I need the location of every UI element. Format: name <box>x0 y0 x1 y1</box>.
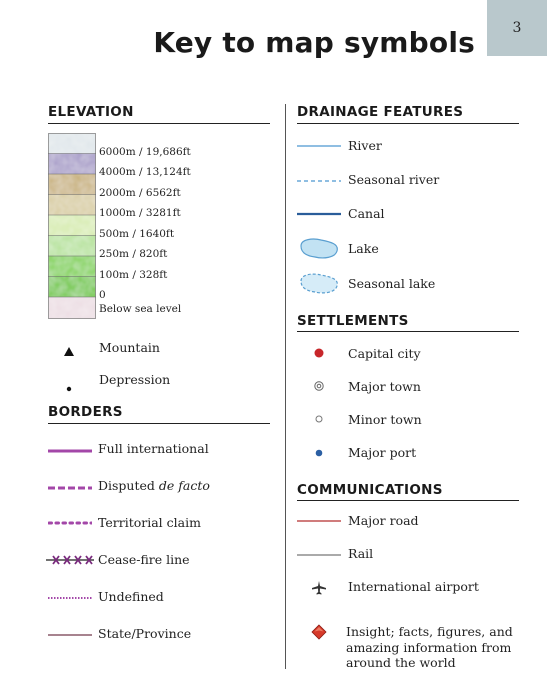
major-port-icon <box>314 448 324 458</box>
major-town-label: Major town <box>348 379 421 394</box>
seasonal-river-label: Seasonal river <box>348 172 440 187</box>
elevation-level-label: Below sea level <box>99 303 182 315</box>
depression-label: Depression <box>99 372 171 387</box>
capital-city-icon <box>313 347 325 359</box>
insight-line-1: Insight; facts, figures, and <box>346 624 513 639</box>
mountain-icon <box>64 341 74 360</box>
lake-label: Lake <box>348 241 379 256</box>
depression-icon <box>66 377 72 396</box>
state-province-border-icon <box>48 628 92 642</box>
elevation-band-0 <box>48 133 96 154</box>
elevation-level-label: 6000m / 19,686ft <box>99 145 191 158</box>
major-town-icon <box>313 380 325 392</box>
elevation-band-6 <box>48 256 96 277</box>
lake-icon <box>297 236 341 262</box>
full-international-label: Full international <box>98 441 209 456</box>
river-icon <box>297 139 341 153</box>
elevation-band-8 <box>48 297 96 319</box>
elevation-band-7 <box>48 277 96 298</box>
insight-line-2: amazing information from <box>346 640 512 655</box>
mountain-label: Mountain <box>99 340 160 355</box>
elevation-rule <box>48 123 270 124</box>
canal-label: Canal <box>348 206 385 221</box>
disputed-label <box>98 478 210 493</box>
major-road-icon <box>297 514 341 528</box>
insight-diamond-icon <box>311 624 327 640</box>
elevation-level-label: 4000m / 13,124ft <box>99 166 191 178</box>
drainage-rule <box>297 123 519 124</box>
territorial-claim-icon <box>48 516 92 530</box>
settlements-heading: SETTLEMENTS <box>297 313 409 329</box>
territorial-claim-label: Territorial claim <box>98 515 201 530</box>
major-road-label: Major road <box>348 513 419 528</box>
river-label: River <box>348 138 382 153</box>
borders-rule <box>48 423 270 424</box>
borders-heading: BORDERS <box>48 404 123 420</box>
settlements-rule <box>297 331 519 332</box>
elevation-level-label: 1000m / 3281ft <box>99 207 181 219</box>
undefined-border-icon <box>48 591 92 605</box>
canal-icon <box>297 207 341 221</box>
rail-icon <box>297 548 341 562</box>
minor-town-label: Minor town <box>348 412 422 427</box>
elevation-band-5 <box>48 236 96 257</box>
international-airport-label: International airport <box>348 579 479 594</box>
rail-label: Rail <box>348 546 374 561</box>
page-title: Key to map symbols <box>153 26 475 59</box>
communications-rule <box>297 500 519 501</box>
disputed-border-icon <box>48 481 92 495</box>
cease-fire-line-icon <box>46 553 94 567</box>
seasonal-lake-label: Seasonal lake <box>348 276 436 291</box>
elevation-band-3 <box>48 195 96 216</box>
disputed-label-italic: de facto <box>158 478 210 493</box>
insight-line-3: around the world <box>346 655 456 670</box>
page-number: 3 <box>487 0 547 56</box>
disputed-label-text: Disputed <box>98 478 159 493</box>
elevation-level-label: 500m / 1640ft <box>99 227 175 240</box>
airplane-icon <box>311 580 327 596</box>
elevation-level-label: 0 <box>99 289 106 301</box>
seasonal-river-icon <box>297 174 341 188</box>
column-divider <box>285 104 286 669</box>
elevation-heading: ELEVATION <box>48 104 134 120</box>
undefined-label: Undefined <box>98 589 164 604</box>
elevation-band-2 <box>48 174 96 195</box>
drainage-heading: DRAINAGE FEATURES <box>297 104 464 120</box>
elevation-level-label: 250m / 820ft <box>99 248 168 260</box>
capital-city-label: Capital city <box>348 346 421 361</box>
elevation-level-label: 100m / 328ft <box>99 268 168 281</box>
elevation-band-1 <box>48 154 96 175</box>
elevation-level-label: 2000m / 6562ft <box>99 186 181 199</box>
minor-town-icon <box>314 414 324 424</box>
seasonal-lake-icon <box>297 270 341 296</box>
full-international-border-icon <box>48 444 92 458</box>
elevation-swatch-column <box>48 133 96 319</box>
state-province-label: State/Province <box>98 626 192 641</box>
major-port-label: Major port <box>348 445 417 460</box>
communications-heading: COMMUNICATIONS <box>297 482 443 498</box>
cease-fire-line-label: Cease-fire line <box>98 552 190 567</box>
elevation-band-4 <box>48 215 96 236</box>
